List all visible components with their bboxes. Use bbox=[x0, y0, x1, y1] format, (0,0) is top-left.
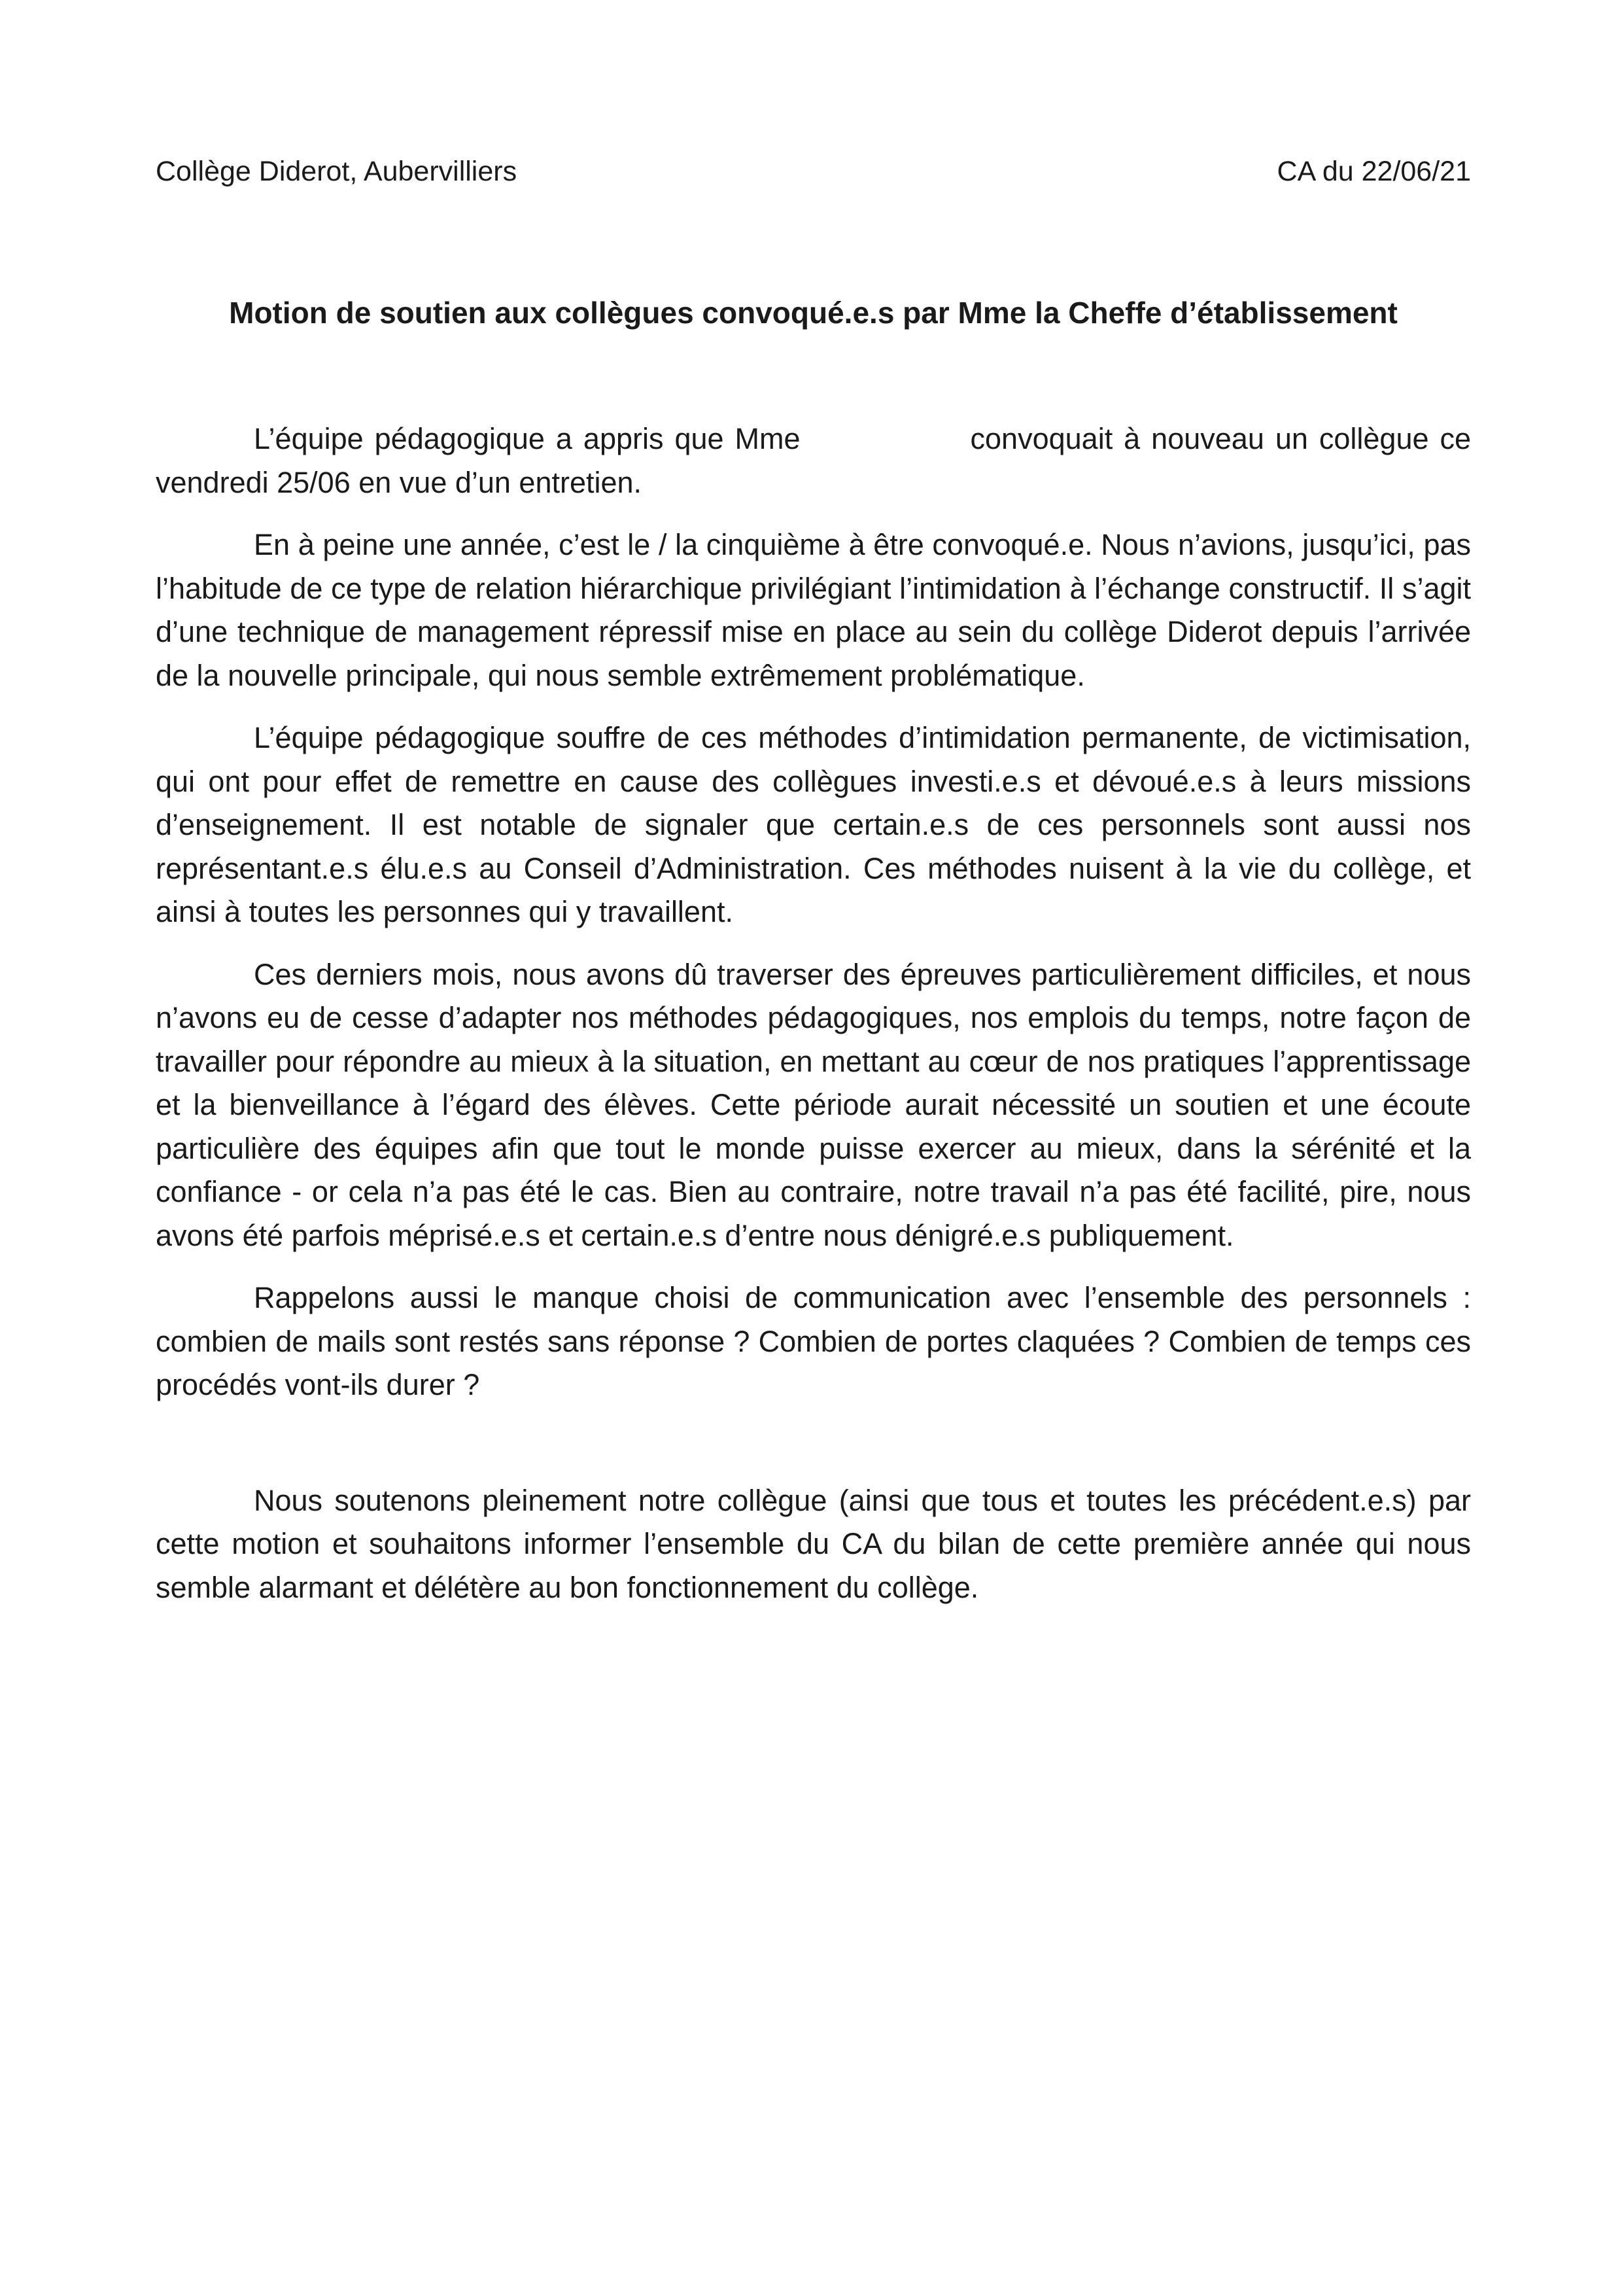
paragraph-5: Rappelons aussi le manque choisi de communication avec l’ensemble des personnels : combien de mails sont restés sans réponse ? Combien de portes claquées ? Combien de temps ces procédés vont-ils durer ? bbox=[156, 1281, 1471, 1401]
paragraph-6: Nous soutenons pleinement notre collègue (ainsi que tous et toutes les précédent.e.s) par cette motion et souhaitons informer l’ensemble du CA du bilan de cette première année qui nous semble alarmant et délétère au bon fonctionnement du collège. bbox=[156, 1483, 1471, 1604]
document-body bbox=[156, 417, 1471, 1628]
paragraph-4: Ces derniers mois, nous avons dû traverser des épreuves particulièrement difficiles, et nous n’avons eu de cesse d’adapter nos méthodes pédagogiques, nos emplois du temps, notre façon de travailler pour répondre au mieux à la situation, en mettant au cœur de nos pratiques l’apprentissage et la bienveillance à l’égard des élèves. Cette période aurait nécessité un soutien et une écoute particulière des équipes afin que tout le monde puisse exercer au mieux, dans la sérénité et la confiance - or cela n’a pas été le cas. Bien au contraire, notre travail n’a pas été facilité, pire, nous avons été parfois méprisé.e.s et certain.e.s d’entre nous dénigré.e.s publiquement. bbox=[156, 957, 1471, 1252]
school-name: Collège Diderot, Aubervilliers bbox=[156, 156, 517, 187]
paragraph-2: En à peine une année, c’est le / la cinquième à être convoqué.e. Nous n’avions, jusqu’ici, pas l’habitude de ce type de relation hiérarchique privilégiant l’intimidation à l’échange constructif. Il s’agit d’une technique de management répressif mise en place au sein du collège Diderot depuis l’arrivée de la nouvelle principale, qui nous semble extrêmement problématique. bbox=[156, 528, 1471, 692]
meeting-date: CA du 22/06/21 bbox=[1277, 156, 1471, 187]
paragraph-1-end: convoquait à nouveau un collègue ce vendredi 25/06 en vue d’un entretien. bbox=[156, 422, 1472, 499]
paragraph-3: L’équipe pédagogique souffre de ces méthodes d’intimidation permanente, de victimisation, qui ont pour effet de remettre en cause des collègues investi.e.s et dévoué.e.s à leurs missions d’enseignement. Il est notable de signaler que certain.e.s de ces personnels sont aussi nos représentant.e.s élu.e.s au Conseil d’Administration. Ces méthodes nuisent à la vie du collège, et ainsi à toutes les personnes qui y travaillent. bbox=[156, 721, 1471, 928]
paragraph-1-start: L’équipe pédagogique a appris que Mme bbox=[254, 422, 801, 455]
paragraph-1 bbox=[156, 417, 1471, 504]
document-title: Motion de soutien aux collègues convoqué.e.s par Mme la Cheffe d’établissement bbox=[229, 296, 1398, 330]
